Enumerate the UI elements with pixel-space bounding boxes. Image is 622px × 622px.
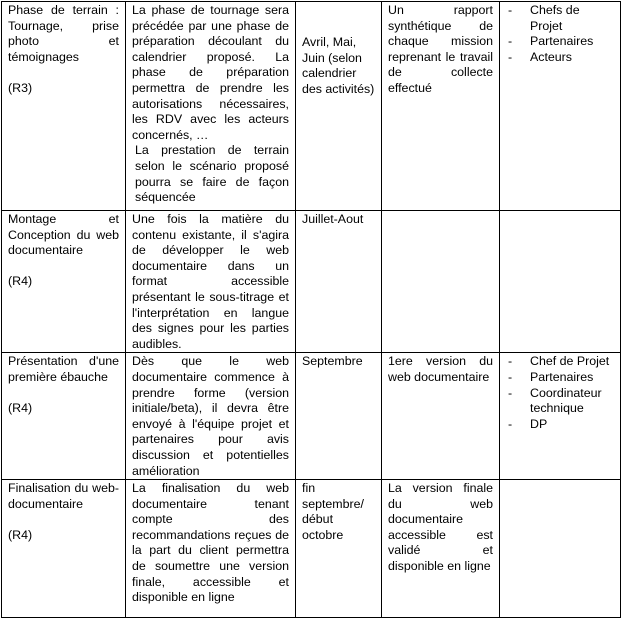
actors-list: [506, 3, 614, 65]
phase-ref: (R4): [8, 274, 33, 289]
description-cell: [126, 211, 296, 353]
phase-cell: [2, 211, 126, 353]
description-text: La prestation de terrain selon le scénario proposé pourra se faire de façon séquencée: [135, 143, 289, 205]
phase-title: Finalisation du web-documentaire: [8, 481, 119, 511]
phase-cell: [2, 2, 126, 211]
list-item: - Partenaires: [506, 370, 614, 386]
table-row: [2, 2, 621, 211]
list-item: - DP: [506, 417, 614, 433]
deliverable-cell: [382, 211, 500, 353]
deliverable-cell: [382, 480, 500, 618]
list-item: - Chefs de Projet: [506, 3, 614, 34]
phase-title: Phase de terrain : Tournage, prise photo et témoignages: [8, 3, 119, 64]
description-text: La phase de tournage sera précédée par une phase de préparation découlant du calendrier proposé. La phase de préparation permettra de prendre les autorisations nécessaires, les RDV avec les acteurs concernés, …: [132, 3, 289, 142]
period-text: Juillet-Aout: [302, 212, 364, 226]
actors-cell: [500, 480, 621, 618]
deliverable-cell: [382, 353, 500, 480]
period-cell: [296, 2, 382, 211]
description-text: La finalisation du web documentaire tenant compte des recommandations reçues de la part du client permettra de soumettre une version finale, accessible et disponible en ligne: [132, 481, 289, 605]
deliverable-text: Un rapport synthétique de chaque mission reprenant le travail de collecte effectué: [388, 3, 493, 95]
document-page: [1, 1, 621, 621]
deliverable-text: 1ere version du web documentaire: [388, 354, 493, 384]
description-cell: [126, 353, 296, 480]
table-row: [2, 353, 621, 480]
phase-title: Présentation d'une première ébauche: [8, 354, 119, 384]
period-text: Septembre: [302, 354, 363, 369]
table-row: [2, 211, 621, 353]
phase-title: Montage et Conception du web documentaire: [8, 212, 119, 258]
phase-ref: (R4): [8, 401, 33, 416]
table-row: [2, 480, 621, 618]
period-cell: [296, 480, 382, 618]
phase-ref: (R3): [8, 80, 33, 95]
list-item: - Partenaires: [506, 34, 614, 50]
description-text: Une fois la matière du contenu existante, il s'agira de développer le web documentaire dans un format accessible présentant le sous-titrage et l'interprétation en langue des signes pour les parties audibles.: [132, 212, 289, 351]
actors-cell: [500, 211, 621, 353]
phase-cell: [2, 353, 126, 480]
list-item: - Coordinateur technique: [506, 386, 614, 417]
phase-cell: [2, 480, 126, 618]
actors-list: [506, 354, 614, 432]
description-cell: [126, 2, 296, 211]
phase-ref: (R4): [8, 527, 33, 542]
activity-table: [1, 1, 621, 618]
actors-cell: [500, 353, 621, 480]
list-item: - Acteurs: [506, 50, 614, 66]
period-cell: [296, 353, 382, 480]
period-cell: [296, 211, 382, 353]
description-text: Dès que le web documentaire commence à prendre forme (version initiale/beta), il devra être envoyé à l'équipe projet et partenaires pour avis discussion et potentielles amélioration: [132, 354, 289, 478]
list-item: - Chef de Projet: [506, 354, 614, 370]
description-cell: [126, 480, 296, 618]
deliverable-cell: [382, 2, 500, 211]
period-text: fin septembre/ début octobre: [302, 481, 364, 542]
deliverable-text: La version finale du web documentaire accessible est validé et disponible en ligne: [388, 481, 493, 574]
actors-cell: [500, 2, 621, 211]
period-text: Avril, Mai, Juin (selon calendrier des activités): [302, 35, 375, 96]
